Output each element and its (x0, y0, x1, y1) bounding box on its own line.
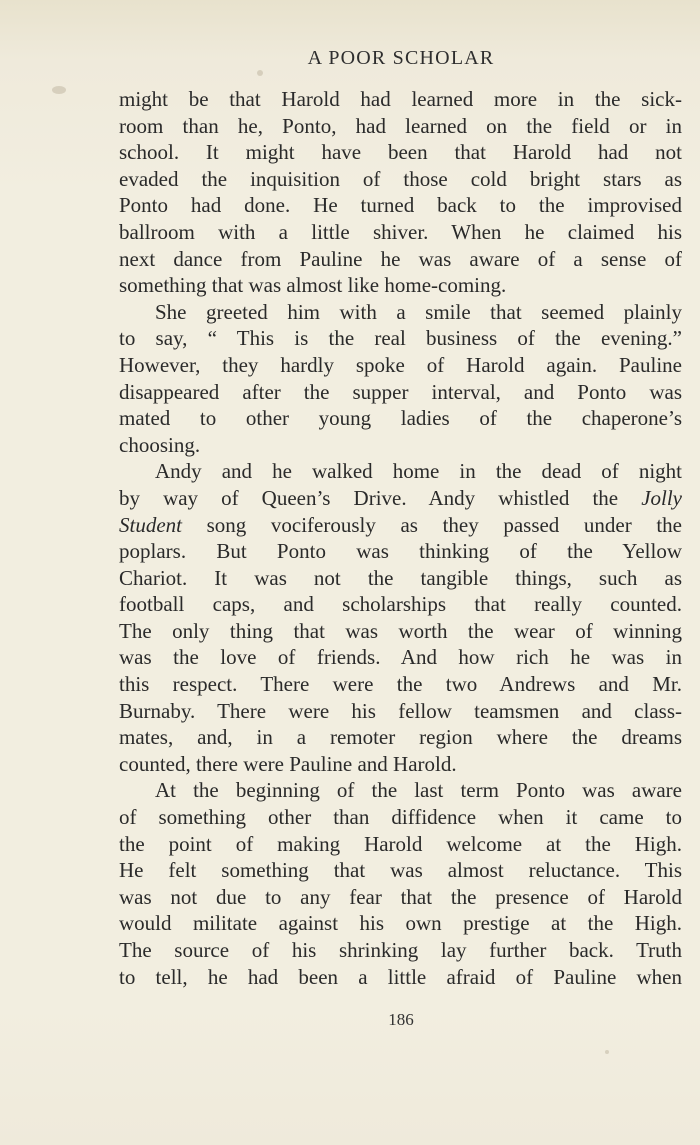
text-line: ballroom with a little shiver. When he claimed his (119, 219, 682, 244)
text-line: Andy and he walked home in the dead of night (155, 459, 682, 484)
text-line: the point of making Harold welcome at the High. (119, 831, 682, 856)
text-line: would militate against his own prestige at the High. (119, 911, 682, 936)
paper-blemish (605, 1050, 609, 1054)
text-line: something that was almost like home-coming. (119, 273, 507, 298)
text-line: The source of his shrinking lay further back. Truth (119, 938, 682, 962)
paper-blemish (52, 86, 66, 94)
body-text (119, 86, 682, 990)
text-line: to say, “ This is the real business of the evening.” (119, 326, 682, 351)
text-line: Burnaby. There were his fellow teamsmen and class- (119, 698, 682, 723)
text-line: Student song vociferously as they passed under the (119, 512, 682, 537)
text-line: choosing. (119, 432, 201, 457)
text-line: was the love of friends. And how rich he was in (119, 645, 682, 670)
text-line: school. It might have been that Harold had not (119, 140, 682, 165)
text-line: mated to other young ladies of the chaperone’s (119, 406, 682, 431)
paper-blemish (257, 70, 263, 76)
text-line: The only thing that was worth the wear of winning (119, 618, 682, 643)
text-line: Chariot. It was not the tangible things, such as (119, 565, 682, 590)
page-number: 186 (388, 1010, 414, 1029)
text-line: room than he, Ponto, had learned on the field or in (119, 113, 682, 138)
text-line: might be that Harold had learned more in the sick- (119, 87, 682, 111)
text-line: to tell, he had been a little afraid of Pauline when (119, 964, 682, 989)
text-line: by way of Queen’s Drive. Andy whistled the Jolly (119, 485, 682, 510)
text-line: At the beginning of the last term Ponto was aware (155, 778, 682, 803)
text-line: However, they hardly spoke of Harold again. Pauline (119, 352, 682, 377)
text-line: next dance from Pauline he was aware of a sense of (119, 246, 682, 271)
text-line: She greeted him with a smile that seemed plainly (155, 299, 682, 324)
text-line: football caps, and scholarships that really counted. (119, 592, 682, 617)
text-line: this respect. There were the two Andrews and Mr. (119, 672, 682, 697)
text-line: counted, there were Pauline and Harold. (119, 751, 457, 776)
text-line: poplars. But Ponto was thinking of the Yellow (119, 539, 682, 564)
text-line: disappeared after the supper interval, and Ponto was (119, 379, 682, 404)
text-line: mates, and, in a remoter region where the dreams (119, 725, 682, 750)
text-line: evaded the inquisition of those cold bright stars as (119, 166, 682, 191)
text-line: Ponto had done. He turned back to the improvised (119, 193, 682, 218)
running-head: A POOR SCHOLAR (307, 47, 495, 69)
text-line: of something other than diffidence when it came to (119, 805, 682, 830)
text-line: He felt something that was almost reluctance. This (119, 858, 682, 883)
text-line: was not due to any fear that the presence of Harold (119, 884, 682, 909)
